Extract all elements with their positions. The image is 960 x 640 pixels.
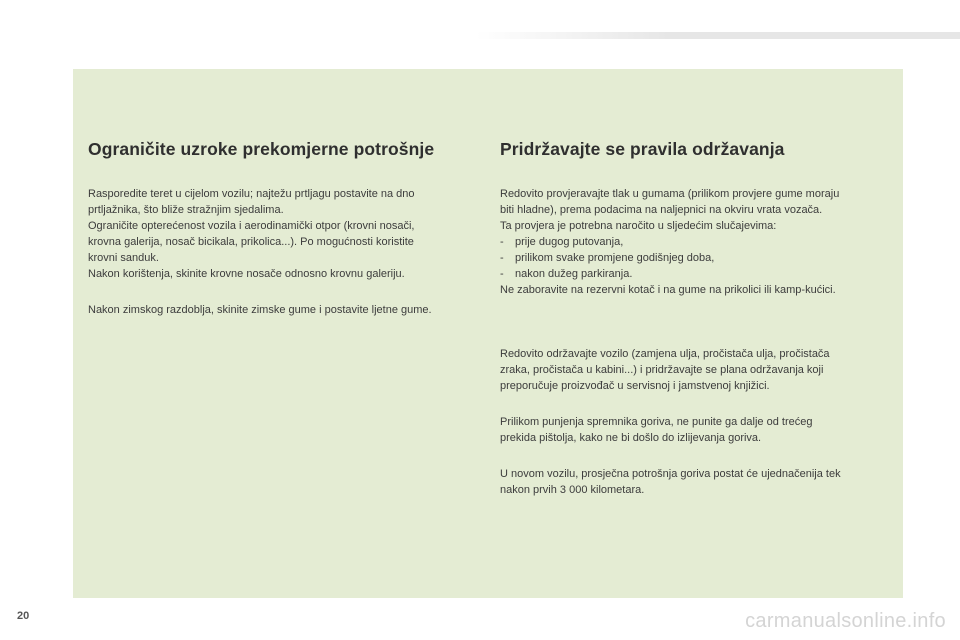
bullet-text: prije dugog putovanja, [515, 236, 624, 248]
text-line: Nakon zimskog razdoblja, skinite zimske gume i postavite ljetne gume. [88, 304, 432, 316]
text-line: Prilikom punjenja spremnika goriva, ne punite ga dalje od trećeg [500, 416, 813, 428]
text-line: U novom vozilu, prosječna potrošnja goriva postat će ujednačenija tek [500, 468, 841, 480]
bullet-text: prilikom svake promjene godišnjeg doba, [515, 252, 715, 264]
text-line: krovna galerija, nosač bicikala, prikolica...). Po mogućnosti koristite [88, 236, 414, 248]
text-line: Nakon korištenja, skinite krovne nosače odnosno krovnu galeriju. [88, 268, 405, 280]
left-column [88, 139, 483, 318]
content-panel [73, 69, 903, 598]
right-column [500, 139, 895, 498]
right-paragraph-3 [500, 414, 895, 446]
text-line: Rasporedite teret u cijelom vozilu; najtežu prtljagu postavite na dno [88, 188, 415, 200]
text-line: zraka, pročistača u kabini...) i pridržavajte se plana održavanja koji [500, 364, 824, 376]
text-line: Redovito provjeravajte tlak u gumama (prilikom provjere gume moraju [500, 188, 840, 200]
watermark: carmanualsonline.info [745, 610, 946, 632]
header-bar [476, 32, 960, 39]
text-line: krovni sanduk. [88, 252, 159, 264]
bullet-item: - nakon dužeg parkiranja. [500, 268, 633, 280]
text-line: nakon prvih 3 000 kilometara. [500, 484, 645, 496]
left-paragraph-2 [88, 302, 483, 318]
text-line: Ta provjera je potrebna naročito u sljedećim slučajevima: [500, 220, 777, 232]
page-number: 20 [17, 610, 30, 622]
text-line: prekida pištolja, kako ne bi došlo do izlijevanja goriva. [500, 432, 762, 444]
right-paragraph-1 [500, 186, 895, 298]
bullet-item: - prije dugog putovanja, [500, 236, 624, 248]
text-line: prtljažnika, što bliže stražnjim sjedalima. [88, 204, 284, 216]
right-paragraph-2 [500, 346, 895, 394]
text-line: preporučuje proizvođač u servisnoj i jamstvenoj knjižici. [500, 380, 770, 392]
right-heading: Pridržavajte se pravila održavanja [500, 139, 785, 159]
text-line: Ograničite opterećenost vozila i aerodinamički otpor (krovni nosači, [88, 220, 415, 232]
right-paragraph-4 [500, 466, 895, 498]
bullet-item: - prilikom svake promjene godišnjeg doba, [500, 252, 715, 264]
text-line: Ne zaboravite na rezervni kotač i na gume na prikolici ili kamp-kućici. [500, 284, 836, 296]
left-heading: Ograničite uzroke prekomjerne potrošnje [88, 139, 435, 159]
text-line: biti hladne), prema podacima na naljepnici na okviru vrata vozača. [500, 204, 823, 216]
text-line: Redovito održavajte vozilo (zamjena ulja, pročistača ulja, pročistača [500, 348, 830, 360]
left-paragraph-1 [88, 186, 483, 282]
bullet-text: nakon dužeg parkiranja. [515, 268, 633, 280]
